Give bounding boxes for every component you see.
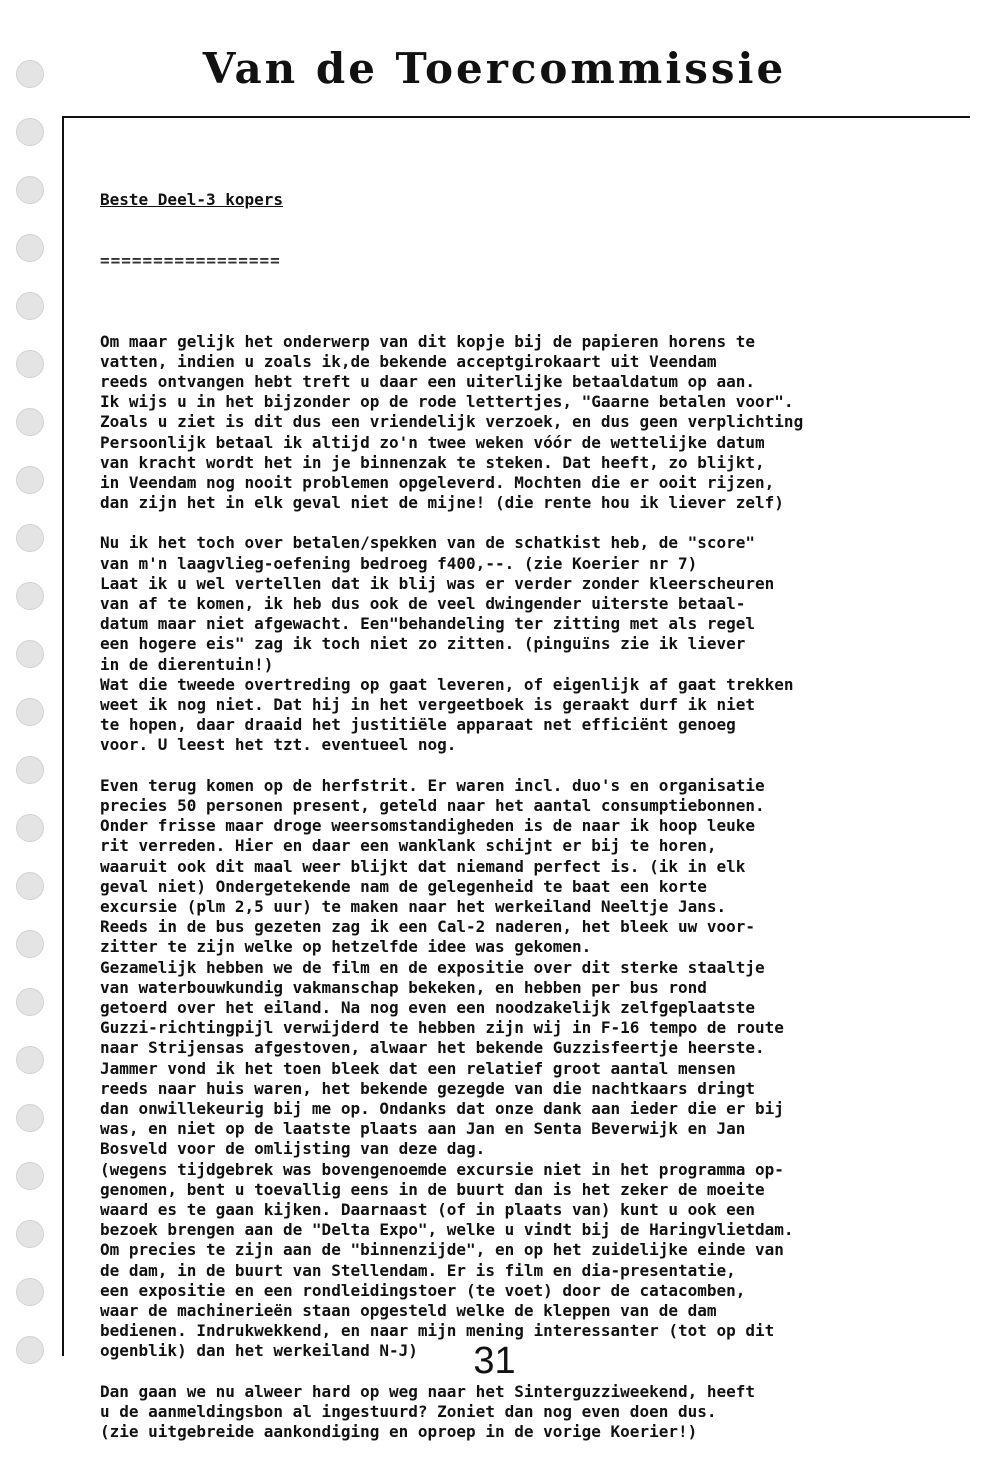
- text-line: voor. U leest het tzt. eventueel nog.: [100, 735, 457, 755]
- paragraph: [100, 1382, 960, 1443]
- paragraph: [100, 332, 960, 514]
- text-line: Persoonlijk betaal ik altijd zo'n twee weken vóór de wettelijke datum: [100, 432, 765, 452]
- text-line: waar de machinerieën staan opgesteld welke de kleppen van de dam: [100, 1300, 717, 1320]
- text-line: Nu ik het toch over betalen/spekken van de schatkist heb, de "score": [100, 533, 756, 553]
- binder-hole: [16, 1046, 44, 1074]
- article-heading: Beste Deel-3 kopers: [100, 190, 284, 210]
- text-line: datum maar niet afgewacht. Een"behandeling ter zitting met als regel: [100, 614, 756, 634]
- text-line: Laat ik u wel vertellen dat ik blij was er verder zonder kleerscheuren: [100, 573, 775, 593]
- frame-left-rule: [62, 116, 64, 1356]
- text-line: genomen, bent u toevallig eens in de buurt dan is het zeker de moeite: [100, 1179, 765, 1199]
- text-line: u de aanmeldingsbon al ingestuurd? Zoniet dan nog even doen dus.: [100, 1401, 717, 1421]
- text-line: precies 50 personen present, geteld naar het aantal consumptiebonnen.: [100, 795, 765, 815]
- binder-hole: [16, 640, 44, 668]
- text-line: een hogere eis" zag ik toch niet zo zitten. (pinguïns zie ik liever: [100, 634, 746, 654]
- text-line: zitter te zijn welke op hetzelfde idee was gekomen.: [100, 937, 592, 957]
- text-line: dan onwillekeurig bij me op. Ondanks dat onze dank aan ieder die er bij: [100, 1098, 784, 1118]
- binder-hole: [16, 292, 44, 320]
- binder-hole: [16, 698, 44, 726]
- text-line: Gezamelijk hebben we de film en de expositie over dit sterke staaltje: [100, 957, 765, 977]
- binder-hole: [16, 1220, 44, 1248]
- text-line: Reeds in de bus gezeten zag ik een Cal-2 naderen, het bleek uw voor-: [100, 917, 756, 937]
- text-line: geval niet) Ondergetekende nam de gelegenheid te baat een korte: [100, 876, 707, 896]
- paragraph: [100, 776, 960, 1362]
- binder-hole: [16, 930, 44, 958]
- binder-hole: [16, 582, 44, 610]
- binder-hole: [16, 118, 44, 146]
- binder-hole: [16, 350, 44, 378]
- text-line: rit verreden. Hier en daar een wanklank schijnt er bij te horen,: [100, 836, 717, 856]
- text-line: reeds ontvangen hebt treft u daar een uiterlijke betaaldatum op aan.: [100, 372, 756, 392]
- binder-hole: [16, 408, 44, 436]
- text-line: Guzzi-richtingpijl verwijderd te hebben zijn wij in F-16 tempo de route: [100, 1018, 784, 1038]
- binder-hole: [16, 1278, 44, 1306]
- text-line: Om maar gelijk het onderwerp van dit kopje bij de papieren horens te: [100, 331, 756, 351]
- text-line: weet ik nog niet. Dat hij in het vergeetboek is geraakt durf ik niet: [100, 695, 756, 715]
- article-body: [100, 150, 960, 1462]
- text-line: waard es te gaan kijken. Daarnaast (of in plaats van) kunt u ook een: [100, 1199, 756, 1219]
- text-line: ogenblik) dan het werkeiland N-J): [100, 1341, 418, 1361]
- text-line: Onder frisse maar droge weersomstandigheden is de naar ik hoop leuke: [100, 816, 756, 836]
- text-line: reeds naar huis waren, het bekende gezegde van die nachtkaars dringt: [100, 1078, 756, 1098]
- page-title: Van de Toercommissie: [202, 44, 787, 93]
- text-line: Jammer vond ik het toen bleek dat een relatief groot aantal mensen: [100, 1058, 736, 1078]
- text-line: Dan gaan we nu alweer hard op weg naar het Sinterguzziweekend, heeft: [100, 1381, 756, 1401]
- text-line: van m'n laagvlieg-oefening bedroeg f400,--. (zie Koerier nr 7): [100, 553, 698, 573]
- text-line: in Veendam nog nooit problemen opgeleverd. Mochten die er ooit rijzen,: [100, 473, 775, 493]
- text-line: Bosveld voor de omlijsting van deze dag.: [100, 1139, 486, 1159]
- binder-hole: [16, 176, 44, 204]
- binder-hole: [16, 872, 44, 900]
- text-line: een expositie en een rondleidingstoer (te voet) door de catacomben,: [100, 1280, 746, 1300]
- paragraph: [100, 533, 960, 755]
- text-line: dan zijn het in elk geval niet de mijne! (die rente hou ik liever zelf): [100, 493, 784, 513]
- binder-hole: [16, 1162, 44, 1190]
- binder-hole: [16, 988, 44, 1016]
- text-line: van kracht wordt het in je binnenzak te steken. Dat heeft, zo blijkt,: [100, 452, 765, 472]
- binder-hole: [16, 234, 44, 262]
- text-line: Wat die tweede overtreding op gaat leveren, of eigenlijk af gaat trekken: [100, 674, 794, 694]
- text-line: (wegens tijdgebrek was bovengenoemde excursie niet in het programma op-: [100, 1159, 784, 1179]
- binder-holes: [10, 30, 50, 1410]
- text-line: naar Strijensas afgestoven, alwaar het bekende Guzzisfeertje heerste.: [100, 1038, 765, 1058]
- text-line: waaruit ook dit maal weer blijkt dat niemand perfect is. (ik in elk: [100, 856, 746, 876]
- binder-hole: [16, 756, 44, 784]
- binder-hole: [16, 466, 44, 494]
- binder-hole: [16, 1104, 44, 1132]
- text-line: in de dierentuin!): [100, 654, 274, 674]
- text-line: Even terug komen op de herfstrit. Er waren incl. duo's en organisatie: [100, 775, 765, 795]
- frame-top-rule: [62, 116, 970, 118]
- text-line: bezoek brengen aan de "Delta Expo", welke u vindt bij de Haringvlietdam.: [100, 1220, 794, 1240]
- text-line: Ik wijs u in het bijzonder op de rode lettertjes, "Gaarne betalen voor".: [100, 392, 794, 412]
- text-line: de dam, in de buurt van Stellendam. Er is film en dia-presentatie,: [100, 1260, 736, 1280]
- text-line: van af te komen, ik heb dus ook de veel dwingender uiterste betaal-: [100, 594, 746, 614]
- text-line: excursie (plm 2,5 uur) te maken naar het werkeiland Neeltje Jans.: [100, 896, 727, 916]
- heading-double-underline: =================: [100, 251, 281, 271]
- text-line: bedienen. Indrukwekkend, en naar mijn mening interessanter (tot op dit: [100, 1321, 775, 1341]
- binder-hole: [16, 814, 44, 842]
- text-line: was, en niet op de laatste plaats aan Jan en Senta Beverwijk en Jan: [100, 1119, 746, 1139]
- text-line: getoerd over het eiland. Na nog even een noodzakelijk zelfgeplaatste: [100, 997, 756, 1017]
- page-number: 31: [473, 1340, 516, 1382]
- text-line: te hopen, daar draaid het justitiële apparaat net efficiënt genoeg: [100, 715, 736, 735]
- text-line: vatten, indien u zoals ik,de bekende acceptgirokaart uit Veendam: [100, 351, 717, 371]
- binder-hole: [16, 524, 44, 552]
- text-line: van waterbouwkundig vakmanschap bekeken, en hebben per bus rond: [100, 977, 707, 997]
- text-line: Zoals u ziet is dit dus een vriendelijk verzoek, en dus geen verplichting: [100, 412, 804, 432]
- paragraphs: [100, 332, 960, 1443]
- text-line: Om precies te zijn aan de "binnenzijde", en op het zuidelijke einde van: [100, 1240, 784, 1260]
- text-line: (zie uitgebreide aankondiging en oproep in de vorige Koerier!): [100, 1421, 698, 1441]
